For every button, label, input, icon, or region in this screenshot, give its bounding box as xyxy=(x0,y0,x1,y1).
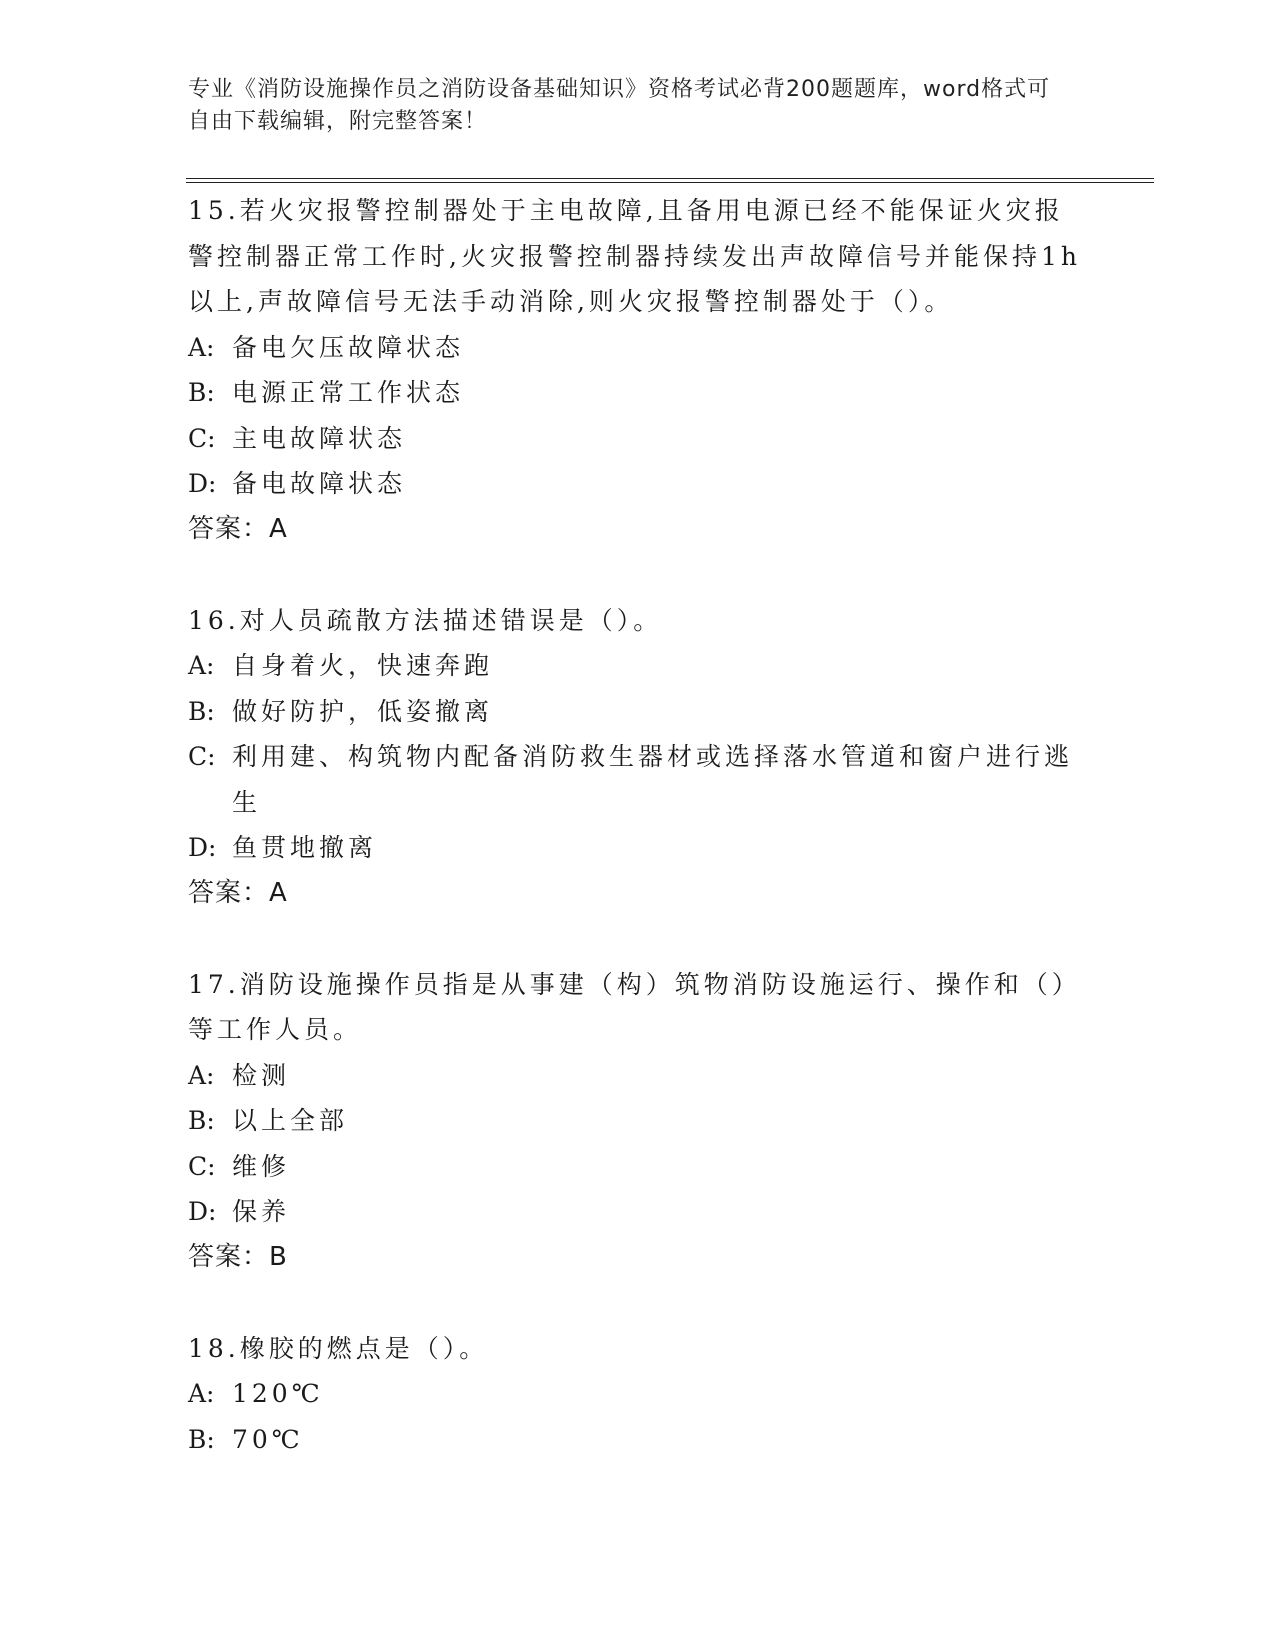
option-d xyxy=(188,1189,1088,1235)
option-c xyxy=(188,416,1088,462)
option-text: 以上全部 xyxy=(232,1106,349,1135)
option-text: 自身着火，快速奔跑 xyxy=(232,651,494,680)
question-16 xyxy=(188,598,1088,916)
option-key: A: xyxy=(188,332,215,362)
option-d xyxy=(188,461,1088,507)
option-key: C: xyxy=(188,423,216,453)
option-text: 120℃ xyxy=(232,1379,324,1408)
option-text: 主电故障状态 xyxy=(232,423,407,453)
option-text: 维修 xyxy=(232,1151,291,1181)
question-stem: 15.若火灾报警控制器处于主电故障,且备用电源已经不能保证火灾报警控制器正常工作时,火灾报警控制器持续发出声故障信号并能保持1h以上,声故障信号无法手动消除,则火灾报警控制器处于（）。 xyxy=(188,196,1081,316)
option-text: 70℃ xyxy=(232,1424,304,1454)
option-text: 做好防护，低姿撤离 xyxy=(232,696,494,726)
option-key: D: xyxy=(188,469,217,498)
option-key: C: xyxy=(188,1151,216,1181)
question-stem: 18.橡胶的燃点是（）。 xyxy=(188,1333,489,1363)
answer-label: 答案：A xyxy=(188,877,288,908)
option-c xyxy=(188,1144,1088,1190)
option-a xyxy=(188,643,1088,689)
option-b xyxy=(188,1098,1088,1144)
question-17 xyxy=(188,962,1088,1280)
option-b xyxy=(188,689,1088,735)
option-c xyxy=(188,734,1088,825)
option-key: D: xyxy=(188,1197,217,1226)
option-text: 保养 xyxy=(232,1197,291,1226)
option-a xyxy=(188,1053,1088,1099)
option-text: 电源正常工作状态 xyxy=(232,378,465,407)
option-text: 鱼贯地撤离 xyxy=(232,833,378,862)
option-text: 检测 xyxy=(232,1060,291,1090)
question-15 xyxy=(188,188,1088,552)
answer-label: 答案：B xyxy=(188,1241,288,1272)
option-key: B: xyxy=(188,378,215,407)
option-key: D: xyxy=(188,833,217,862)
option-d xyxy=(188,825,1088,871)
option-key: B: xyxy=(188,696,215,726)
option-a xyxy=(188,1371,1088,1417)
option-text: 备电故障状态 xyxy=(232,469,407,498)
question-stem: 17.消防设施操作员指是从事建（构）筑物消防设施运行、操作和（）等工作人员。 xyxy=(188,969,1081,1044)
option-key: A: xyxy=(188,1060,215,1090)
option-b xyxy=(188,1417,1088,1463)
option-key: B: xyxy=(188,1106,215,1135)
question-18 xyxy=(188,1326,1088,1463)
option-b xyxy=(188,370,1088,416)
option-key: C: xyxy=(188,742,216,771)
answer-label: 答案：A xyxy=(188,513,288,544)
question-stem: 16.对人员疏散方法描述错误是（）。 xyxy=(188,605,663,635)
document-header: 专业《消防设施操作员之消防设备基础知识》资格考试必背200题题库，word格式可自由下载编辑，附完整答案！ xyxy=(188,77,1051,134)
header-divider-bottom xyxy=(186,182,1154,183)
option-key: A: xyxy=(188,1379,215,1408)
option-text: 利用建、构筑物内配备消防救生器材或选择落水管道和窗户进行逃生 xyxy=(232,742,1074,817)
option-key: B: xyxy=(188,1424,215,1454)
option-key: A: xyxy=(188,651,215,680)
question-list xyxy=(188,188,1088,1508)
option-a xyxy=(188,325,1088,371)
option-text: 备电欠压故障状态 xyxy=(232,332,465,362)
header-divider-top xyxy=(186,178,1154,179)
